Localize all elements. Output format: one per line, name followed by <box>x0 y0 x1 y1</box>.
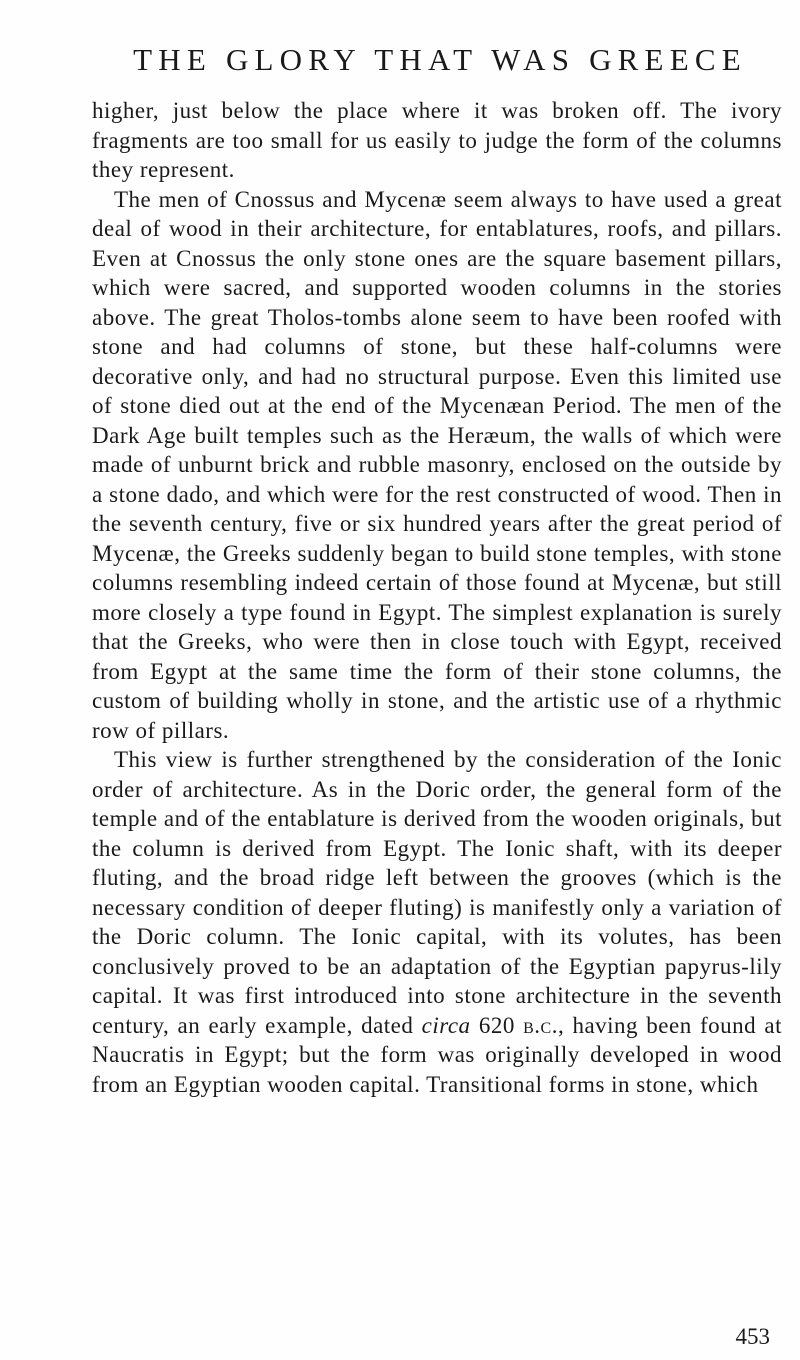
paragraph-3-text-b: 620 <box>470 1012 524 1038</box>
paragraph-1: higher, just below the place where it was broken off. The ivory fragments are too small for us easily to judge the form of the columns they represent. <box>92 98 782 182</box>
paragraph-3-text-c: , having been found at Naucratis in Egypt; but the form was originally developed in wood from an Egyptian wooden capital. Transitional forms in stone, which <box>92 1012 782 1097</box>
paragraph-2: The men of Cnossus and Mycenæ seem always to have used a great deal of wood in their architecture, for entablatures, roofs, and pillars. Even at Cnossus the only stone ones are the square basement pillars, which were sacred, and supported wooden columns in the stories above. The great Tholos-tombs alone seem to have been roofed with stone and had columns of stone, but these half-columns were decorative only, and had no structural purpose. Even this limited use of stone died out at the end of the Mycenæan Period. The men of the Dark Age built temples such as the Heræum, the walls of which were made of unburnt brick and rubble masonry, enclosed on the outside by a stone dado, and which were for the rest constructed of wood. Then in the seventh century, five or six hundred years after the great period of Mycenæ, the Greeks suddenly began to build stone temples, with stone columns resembling indeed certain of those found at Mycenæ, but still more closely a type found in Egypt. The simplest explanation is surely that the Greeks, who were then in close touch with Egypt, received from Egypt at the same time the form of their stone columns, the custom of building wholly in stone, and the artistic use of a rhythmic row of pillars. <box>92 186 782 743</box>
bc-smallcaps: b.c. <box>523 1012 558 1038</box>
book-page <box>92 40 782 1099</box>
body-text <box>92 96 782 1099</box>
paragraph-3-text-a: This view is further strengthened by the consideration of the Ionic order of architecture. As in the Doric order, the general form of the temple and of the entablature is derived from the wooden originals, but the column is derived from Egypt. The Ionic shaft, with its deeper fluting, and the broad ridge left between the grooves (which is the necessary condition of deeper fluting) is manifestly only a variation of the Doric column. The Ionic capital, with its volutes, has been conclusively proved to be an adaptation of the Egyptian papyrus-lily capital. It was first introduced into stone architecture in the seventh century, an early example, dated <box>92 747 782 1038</box>
page-number: 453 <box>735 1324 770 1349</box>
running-head: THE GLORY THAT WAS GREECE <box>133 42 747 77</box>
paragraph-3 <box>92 745 782 1099</box>
circa-italic: circa <box>421 1012 471 1038</box>
